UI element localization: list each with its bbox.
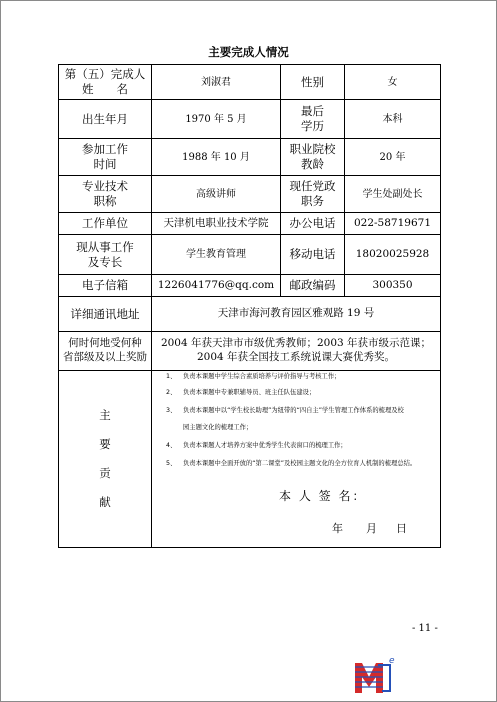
- logo-m-mark: [355, 656, 395, 693]
- teaching-years-value: 20 年: [345, 139, 441, 176]
- current-work-value: 学生教育管理: [152, 235, 281, 275]
- table-row: [59, 235, 441, 275]
- email-label: 电子信箱: [59, 275, 152, 297]
- work-start-value: 1988 年 10 月: [152, 139, 281, 176]
- table-row: [59, 139, 441, 176]
- info-table: [58, 64, 441, 548]
- birth-value: 1970 年 5 月: [152, 100, 281, 139]
- party-post-label: 现任党政 职务: [281, 176, 345, 213]
- education-value: 本科: [345, 100, 441, 139]
- zip-code-value: 300350: [345, 275, 441, 297]
- work-unit-value: 天津机电职业技术学院: [152, 213, 281, 235]
- signature-date: 年 月 日: [332, 522, 407, 535]
- work-start-label: 参加工作 时间: [59, 139, 152, 176]
- table-row: [59, 332, 441, 371]
- table-row: [59, 275, 441, 297]
- list-item-continuation: 园主题文化的梳理工作；: [183, 424, 253, 431]
- name-value: 刘淑君: [152, 65, 281, 100]
- office-phone-value: 022-58719671: [345, 213, 441, 235]
- table-row: [59, 65, 441, 100]
- professional-title-label: 专业技术 职称: [59, 176, 152, 213]
- party-post-value: 学生处副处长: [345, 176, 441, 213]
- professional-title-value: 高级讲师: [152, 176, 281, 213]
- contribution-content: [152, 371, 441, 548]
- awards-label: 何时何地受何种 省部级及以上奖励: [59, 332, 152, 371]
- list-item: 4、 负责本课题人才培养方案中优秀学生代表窗口的梳理工作；: [166, 442, 347, 449]
- education-label: 最后 学历: [281, 100, 345, 139]
- page-title: 主要完成人情况: [208, 45, 289, 59]
- list-item: 1、 负责本课题中学生综合素质培养与评价指导与考核工作；: [166, 373, 341, 380]
- signature-label: 本 人 签 名：: [279, 489, 367, 503]
- list-item: 3、 负责本课题中以“学生校长助理”为纽带的“四自主”学生管理工作体系的梳理及校: [166, 407, 404, 414]
- institution-logo: [352, 655, 398, 695]
- table-row: [59, 100, 441, 139]
- current-work-label: 现从事工作 及专长: [59, 235, 152, 275]
- zip-code-label: 邮政编码: [281, 275, 345, 297]
- awards-value: 2004 年获天津市市级优秀教师；2003 年获市级示范课； 2004 年获全国技工系统说课大赛优秀奖。: [152, 332, 441, 371]
- table-row: [59, 176, 441, 213]
- teaching-years-label: 职业院校 教龄: [281, 139, 345, 176]
- email-value: 1226041776@qq.com: [152, 275, 281, 297]
- contribution-label: 主 要 贡 献: [59, 371, 152, 548]
- table-row: [59, 371, 441, 548]
- list-item: 2、 负责本课题中专兼职辅导员、班主任队伍建设；: [166, 389, 316, 396]
- name-label: 第（五）完成人 姓 名: [59, 65, 152, 100]
- table-row: [59, 213, 441, 235]
- work-unit-label: 工作单位: [59, 213, 152, 235]
- list-item: 5、 负责本课题中全面开放的“第二课堂”及校园主题文化的全方位育人机制的梳理总结。: [166, 460, 417, 467]
- svg-text:e: e: [389, 656, 395, 666]
- address-value: 天津市海河教育园区雅观路 19 号: [152, 297, 441, 332]
- office-phone-label: 办公电话: [281, 213, 345, 235]
- address-label: 详细通讯地址: [59, 297, 152, 332]
- gender-value: 女: [345, 65, 441, 100]
- table-row: [59, 297, 441, 332]
- gender-label: 性别: [281, 65, 345, 100]
- mobile-phone-value: 18020025928: [345, 235, 441, 275]
- page-number: - 11 -: [412, 623, 438, 634]
- mobile-phone-label: 移动电话: [281, 235, 345, 275]
- birth-label: 出生年月: [59, 100, 152, 139]
